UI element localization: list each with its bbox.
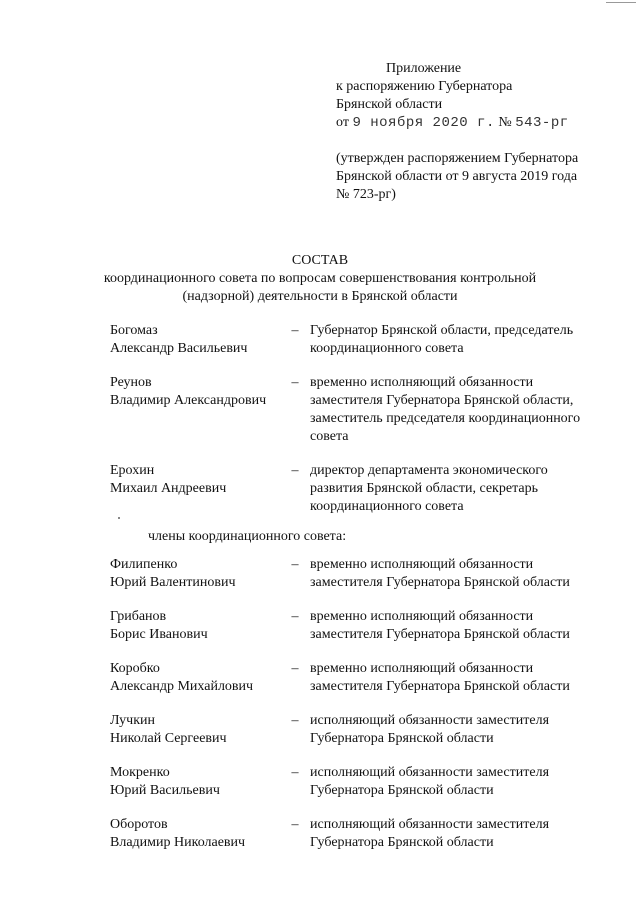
member-role-line: заместителя Губернатора Брянской области xyxy=(310,627,570,642)
member-role xyxy=(310,556,610,592)
member-name xyxy=(110,462,280,516)
approved-line-2: Брянской области от 9 августа 2019 года xyxy=(336,169,578,184)
member-role xyxy=(310,462,610,516)
member-row xyxy=(110,816,630,852)
handwritten-date: 9 ноября 2020 г. xyxy=(352,115,495,131)
member-name xyxy=(110,608,280,644)
members-heading: члены координационного совета: xyxy=(148,529,347,544)
member-name xyxy=(110,556,280,592)
appendix-title: Приложение xyxy=(386,61,462,76)
member-row xyxy=(110,462,630,516)
member-row xyxy=(110,660,630,696)
approved-line-1: (утвержден распоряжением Губернатора xyxy=(336,151,579,166)
member-given-names: Борис Иванович xyxy=(110,627,208,642)
member-role xyxy=(310,660,610,696)
member-given-names: Юрий Валентинович xyxy=(110,575,236,590)
member-dash: – xyxy=(291,609,299,624)
approved-line-3: № 723-рг) xyxy=(336,187,396,202)
member-surname: Ерохин xyxy=(110,463,155,478)
member-role xyxy=(310,374,610,446)
member-role-line: совета xyxy=(310,429,349,444)
title-subtitle-1: координационного совета по вопросам совершенствования контрольной xyxy=(103,271,537,286)
member-name xyxy=(110,660,280,696)
member-role-line: Губернатор Брянской области, председатель xyxy=(310,323,574,338)
member-role xyxy=(310,816,610,852)
member-surname: Богомаз xyxy=(110,323,158,338)
member-dash: – xyxy=(291,463,299,478)
member-role xyxy=(310,764,610,800)
member-dash: – xyxy=(291,661,299,676)
member-role xyxy=(310,322,610,358)
member-row xyxy=(110,764,630,800)
approved-note xyxy=(336,150,626,204)
member-given-names: Александр Васильевич xyxy=(110,341,248,356)
member-given-names: Николай Сергеевич xyxy=(110,731,227,746)
member-given-names: Александр Михайлович xyxy=(110,679,254,694)
member-row xyxy=(110,556,630,592)
member-role-line: исполняющий обязанности заместителя xyxy=(310,713,550,728)
member-name xyxy=(110,712,280,748)
member-role xyxy=(310,608,610,644)
from-label: от xyxy=(336,115,349,130)
member-name xyxy=(110,322,280,358)
member-role-line: координационного совета xyxy=(310,499,464,514)
member-role-line: развития Брянской области, секретарь xyxy=(310,481,538,496)
member-row xyxy=(110,374,630,446)
leaders-list xyxy=(110,322,630,532)
member-dash: – xyxy=(291,765,299,780)
member-role-line: Губернатора Брянской области xyxy=(310,731,494,746)
member-dash: – xyxy=(291,375,299,390)
document-title xyxy=(0,252,640,306)
member-given-names: Владимир Александрович xyxy=(110,393,267,408)
member-role-line: временно исполняющий обязанности xyxy=(310,557,534,572)
members-list xyxy=(110,556,630,868)
number-label: № xyxy=(498,115,512,130)
member-role-line: временно исполняющий обязанности xyxy=(310,661,534,676)
member-dash: – xyxy=(291,817,299,832)
handwritten-number: 543-рг xyxy=(515,115,569,131)
appendix-order-line: к распоряжению Губернатора xyxy=(336,79,513,94)
scan-speck xyxy=(118,517,120,519)
member-surname: Коробко xyxy=(110,661,160,676)
member-dash: – xyxy=(291,713,299,728)
member-role-line: заместитель председателя координационного xyxy=(310,411,581,426)
member-role-line: заместителя Губернатора Брянской области xyxy=(310,575,570,590)
member-surname: Филипенко xyxy=(110,557,178,572)
member-name xyxy=(110,816,280,852)
member-role-line: координационного совета xyxy=(310,341,464,356)
appendix-date-line xyxy=(336,114,626,132)
member-role-line: исполняющий обязанности заместителя xyxy=(310,817,550,832)
member-dash: – xyxy=(291,323,299,338)
member-surname: Реунов xyxy=(110,375,152,390)
member-role-line: Губернатора Брянской области xyxy=(310,783,494,798)
member-role-line: временно исполняющий обязанности xyxy=(310,609,534,624)
member-surname: Мокренко xyxy=(110,765,170,780)
member-name xyxy=(110,764,280,800)
member-row xyxy=(110,712,630,748)
member-role-line: Губернатора Брянской области xyxy=(310,835,494,850)
corner-mark xyxy=(606,2,636,3)
member-given-names: Юрий Васильевич xyxy=(110,783,220,798)
member-role-line: заместителя Губернатора Брянской области, xyxy=(310,393,574,408)
member-surname: Лучкин xyxy=(110,713,155,728)
member-surname: Грибанов xyxy=(110,609,167,624)
member-row xyxy=(110,608,630,644)
title-subtitle-2: (надзорной) деятельности в Брянской области xyxy=(182,289,458,304)
member-surname: Оборотов xyxy=(110,817,168,832)
member-given-names: Владимир Николаевич xyxy=(110,835,246,850)
appendix-region-line: Брянской области xyxy=(336,97,443,112)
member-role xyxy=(310,712,610,748)
member-role-line: временно исполняющий обязанности xyxy=(310,375,534,390)
title-heading: СОСТАВ xyxy=(291,253,349,268)
member-dash: – xyxy=(291,557,299,572)
member-given-names: Михаил Андреевич xyxy=(110,481,227,496)
appendix-header xyxy=(336,60,626,132)
member-role-line: исполняющий обязанности заместителя xyxy=(310,765,550,780)
member-role-line: директор департамента экономического xyxy=(310,463,548,478)
member-role-line: заместителя Губернатора Брянской области xyxy=(310,679,570,694)
member-name xyxy=(110,374,280,446)
member-row xyxy=(110,322,630,358)
